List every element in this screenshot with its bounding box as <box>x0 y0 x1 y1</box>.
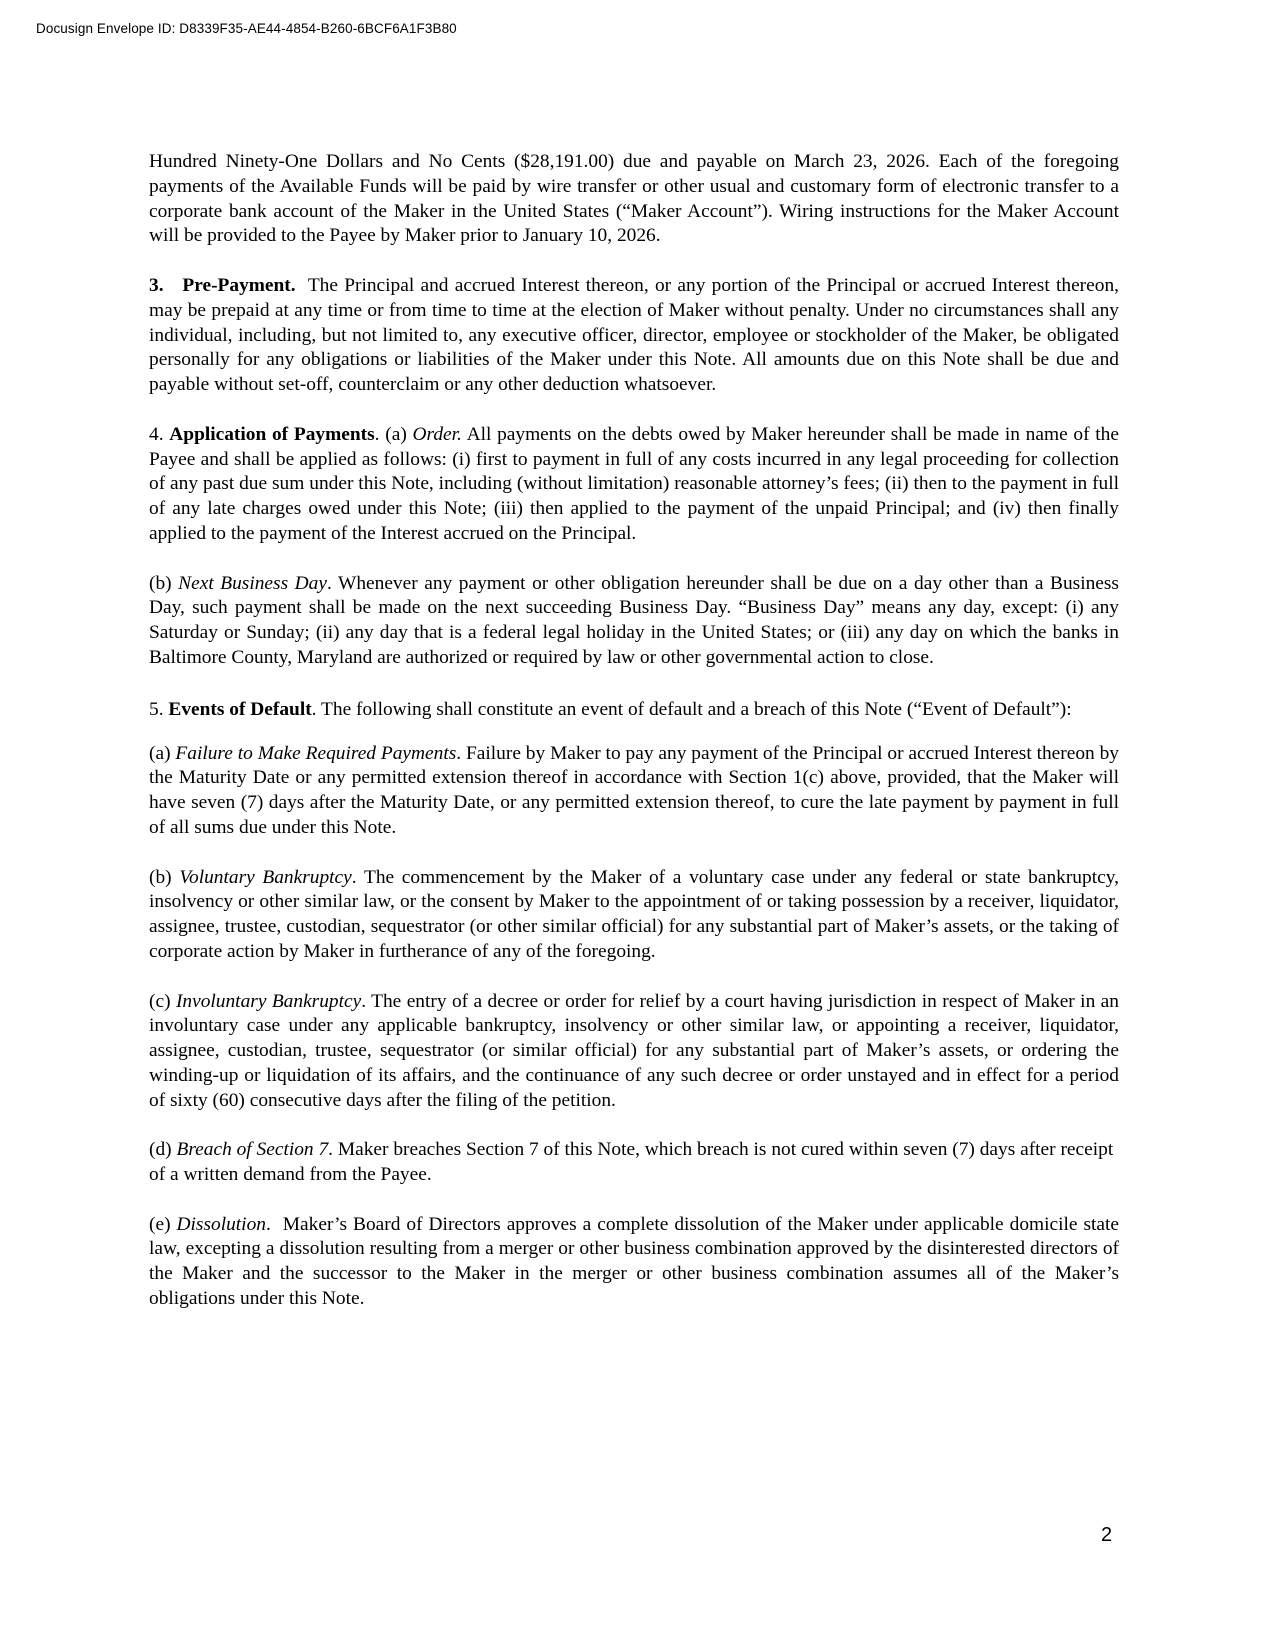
section-5d-text: Maker breaches Section 7 of this Note, which breach is not cured within seven (7) days after receipt of a written demand from the Payee. <box>149 1139 1114 1186</box>
section-4b-label: (b) <box>149 572 172 594</box>
section-4-number: 4. <box>149 423 164 445</box>
section-5c-label: (c) <box>149 990 171 1012</box>
section-5e-text: Maker’s Board of Directors approves a complete dissolution of the Maker under applicable domicile state law, excepting a dissolution resulting from a merger or other business combination approved by the disinterested directors of the Maker and the successor to the Maker in the merger or other business combination assumes all of the Maker’s obligations under this Note. <box>149 1213 1119 1310</box>
section-4a-title: Order. <box>412 423 462 445</box>
section-5c-title: Involuntary Bankruptcy <box>175 990 362 1012</box>
continuation-paragraph <box>149 150 1119 249</box>
section-5-intro: The following shall constitute an event of default and a breach of this Note (“Event of Default”): <box>321 698 1072 720</box>
section-4b-text: Whenever any payment or other obligation hereunder shall be due on a day other than a Business Day, such payment shall be made on the next succeeding Business Day. “Business Day” means any day, except: (i) any Saturday or Sunday; (ii) any day that is a federal legal holiday in the United States; or (iii) any day on which the banks in Baltimore County, Maryland are authorized or required by law or other governmental action to close. <box>149 572 1119 668</box>
section-5a-text: Failure by Maker to pay any payment of the Principal or accrued Interest thereon by the Maturity Date or any permitted extension thereof in accordance with Section 1(c) above, provided, that the Maker will have seven (7) days after the Maturity Date, or any permitted extension thereof, to cure the late payment by payment in full of all sums due under this Note. <box>149 742 1120 838</box>
section-5c-text: The entry of a decree or order for relief by a court having jurisdiction in respect of Maker in an involuntary case under any applicable bankruptcy, insolvency or other similar law, or appointing a receiver, liquidator, assignee, custodian, trustee, sequestrator (or similar official) for any substantial part of Maker’s assets, or ordering the winding-up or liquidation of its affairs, and the continuance of any such decree or order unstayed and in effect for a period of sixty (60) consecutive days after the filing of the petition. <box>149 990 1119 1111</box>
page-number: 2 <box>1101 1524 1113 1546</box>
section-5-b-voluntary-bankruptcy: (b) Voluntary Bankruptcy. The commencement by the Maker of a voluntary case under any federal or state bankruptcy, insolvency or other similar law, or the consent by Maker to the appointment of or taking possession by a receiver, liquidator, assignee, trustee, custodian, sequestrator (or other similar official) for any substantial part of Maker’s assets, or the taking of corporate action by Maker in furtherance of any of the foregoing. <box>149 866 1119 962</box>
section-4-heading: Application of Payments <box>169 423 375 445</box>
section-5b-label: (b) <box>149 866 172 888</box>
section-5e-title: Dissolution <box>176 1213 266 1235</box>
document-body <box>149 150 1119 1312</box>
section-5b-title: Voluntary Bankruptcy <box>179 866 352 888</box>
docusign-envelope-id: Docusign Envelope ID: D8339F35-AE44-4854-B260-6BCF6A1F3B80 <box>36 21 457 36</box>
section-4-a-order: 4. Application of Payments. (a) Order. All payments on the debts owed by Maker hereunder shall be made in name of the Payee and shall be applied as follows: (i) first to payment in full of any costs incurred in any legal proceeding for collection of any past due sum under this Note, including (without limitation) reasonable attorney’s fees; (ii) then to the payment in full of any late charges owed under this Note; (iii) then applied to the payment of the unpaid Principal; and (iv) then finally applied to the payment of the Interest accrued on the Principal. <box>149 423 1119 544</box>
section-5a-title: Failure to Make Required Payments <box>175 742 457 764</box>
section-3-heading: Pre-Payment. <box>182 274 296 296</box>
section-5-e-dissolution: (e) Dissolution. Maker’s Board of Directors approves a complete dissolution of the Maker under applicable domicile state law, excepting a dissolution resulting from a merger or other business combination approved by the disinterested directors of the Maker and the successor to the Maker in the merger or other business combination assumes all of the Maker’s obligations under this Note. <box>149 1213 1119 1310</box>
section-3-number: 3. <box>149 274 164 296</box>
section-4a-text: All payments on the debts owed by Maker hereunder shall be made in name of the Payee and shall be applied as follows: (i) first to payment in full of any costs incurred in any legal proceeding for collection of any past due sum under this Note, including (without limitation) reasonable attorney’s fees; (ii) then to the payment in full of any late charges owed under this Note; (iii) then applied to the payment of the unpaid Principal; and (iv) then finally applied to the payment of the Interest accrued on the Principal. <box>149 423 1119 544</box>
section-4-b-next-business-day: (b) Next Business Day. Whenever any payment or other obligation hereunder shall be due on a day other than a Business Day, such payment shall be made on the next succeeding Business Day. “Business Day” means any day, except: (i) any Saturday or Sunday; (ii) any day that is a federal legal holiday in the United States; or (iii) any day on which the banks in Baltimore County, Maryland are authorized or required by law or other governmental action to close. <box>149 572 1119 668</box>
section-5-d-breach-of-section-7: (d) Breach of Section 7. Maker breaches Section 7 of this Note, which breach is not cured within seven (7) days after receipt of a written demand from the Payee. <box>149 1139 1114 1186</box>
section-5-events-of-default: 5. Events of Default. The following shall constitute an event of default and a breach of this Note (“Event of Default”): <box>149 698 1072 720</box>
section-4a-label: (a) <box>385 423 407 445</box>
section-5-c-involuntary-bankruptcy: (c) Involuntary Bankruptcy. The entry of a decree or order for relief by a court having jurisdiction in respect of Maker in an involuntary case under any applicable bankruptcy, insolvency or other similar law, or appointing a receiver, liquidator, assignee, custodian, trustee, sequestrator (or similar official) for any substantial part of Maker’s assets, or ordering the winding-up or liquidation of its affairs, and the continuance of any such decree or order unstayed and in effect for a period of sixty (60) consecutive days after the filing of the petition. <box>149 990 1119 1111</box>
section-5-a-failure-to-pay: (a) Failure to Make Required Payments. Failure by Maker to pay any payment of the Principal or accrued Interest thereon by the Maturity Date or any permitted extension thereof in accordance with Section 1(c) above, provided, that the Maker will have seven (7) days after the Maturity Date, or any permitted extension thereof, to cure the late payment by payment in full of all sums due under this Note. <box>149 742 1120 838</box>
section-3-text: The Principal and accrued Interest thereon, or any portion of the Principal or accrued Interest thereon, may be prepaid at any time or from time to time at the election of Maker without penalty. Under no circumstances shall any individual, including, but not limited to, any executive officer, director, employee or stockholder of the Maker, be obligated personally for any obligations or liabilities of the Maker under this Note. All amounts due on this Note shall be due and payable without set-off, counterclaim or any other deduction whatsoever. <box>149 274 1119 396</box>
section-4b-title: Next Business Day <box>178 572 327 594</box>
section-5-heading: Events of Default <box>168 698 312 720</box>
section-5e-label: (e) <box>149 1213 171 1235</box>
section-5b-text: The commencement by the Maker of a voluntary case under any federal or state bankruptcy, insolvency or other similar law, or the consent by Maker to the appointment of or taking possession by a receiver, liquidator, assignee, trustee, custodian, sequestrator (or other similar official) for any substantial part of Maker’s assets, or the taking of corporate action by Maker in furtherance of any of the foregoing. <box>149 866 1119 962</box>
continuation-text: Hundred Ninety-One Dollars and No Cents ($28,191.00) due and payable on March 23, 2026. Each of the foregoing payments of the Available Funds will be paid by wire transfer or other usual and customary form of electronic transfer to a corporate bank account of the Maker in the United States (“Maker Account”). Wiring instructions for the Maker Account will be provided to the Payee by Maker prior to January 10, 2026. <box>149 151 1119 247</box>
section-3-pre-payment <box>149 274 1119 398</box>
section-5d-label: (d) <box>149 1139 172 1161</box>
section-5a-label: (a) <box>149 742 171 764</box>
section-5d-title: Breach of Section 7 <box>176 1139 329 1161</box>
section-5-number: 5. <box>149 698 164 720</box>
